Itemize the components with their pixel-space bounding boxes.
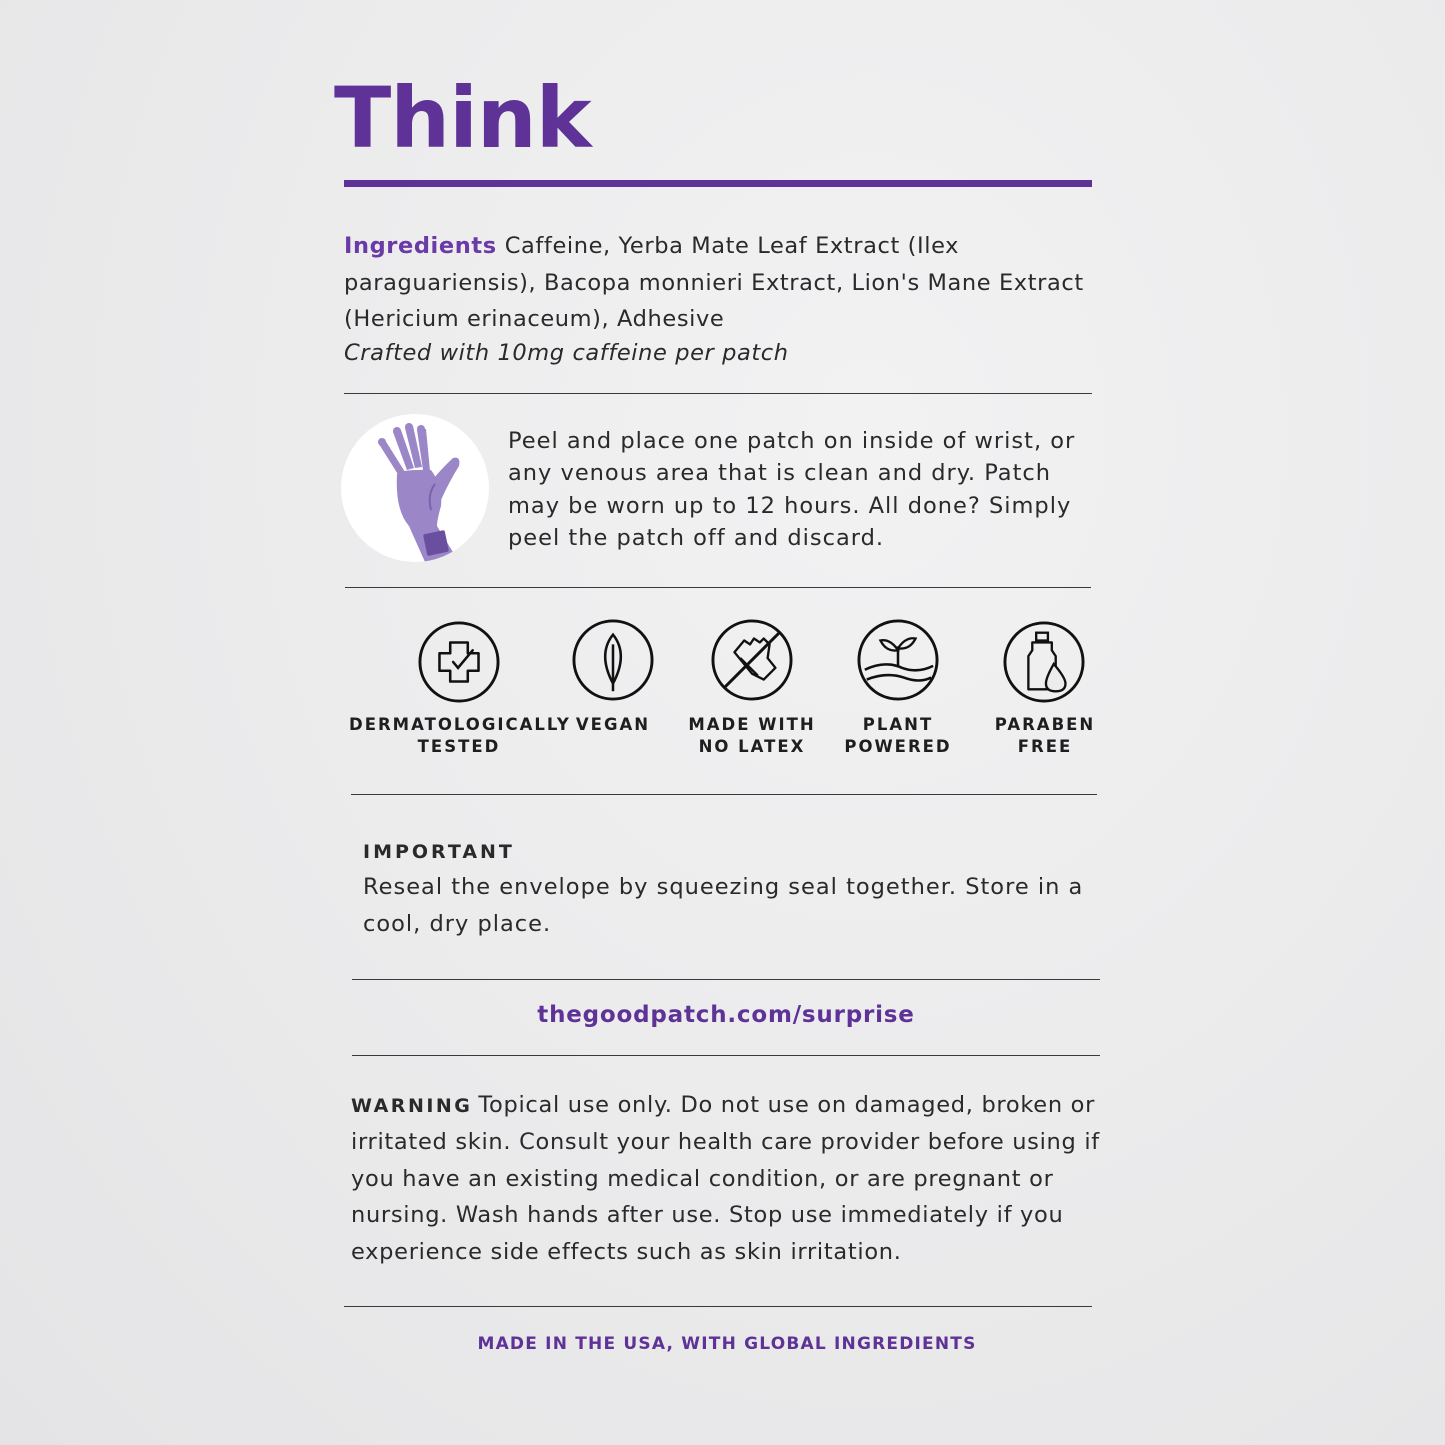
no-glove-icon bbox=[711, 619, 793, 701]
sprout-icon bbox=[857, 619, 939, 701]
vegan-badge bbox=[572, 619, 654, 705]
hand-wrist-patch-icon bbox=[341, 414, 489, 562]
title-divider bbox=[344, 180, 1092, 187]
ingredients-label: Ingredients bbox=[344, 233, 497, 259]
divider bbox=[351, 794, 1097, 795]
divider bbox=[352, 979, 1100, 980]
badge-label: PLANT POWERED bbox=[844, 715, 952, 756]
warning-section bbox=[351, 1087, 1121, 1270]
paraben-free-badge bbox=[1003, 621, 1085, 707]
dermatologically-tested-badge bbox=[418, 621, 500, 707]
badge-label: VEGAN bbox=[575, 715, 651, 734]
directions-text: Peel and place one patch on inside of wrist, or any venous area that is clean and dry. Patch may be worn up to 12 hours. All done? Simply peel the patch off and discard. bbox=[508, 428, 1076, 551]
hand-illustration bbox=[341, 414, 489, 562]
divider bbox=[344, 1306, 1092, 1307]
no-latex-badge bbox=[711, 619, 793, 705]
divider bbox=[344, 393, 1092, 394]
divider bbox=[345, 587, 1091, 588]
warning-label: WARNING bbox=[351, 1095, 473, 1117]
ingredients-section bbox=[344, 228, 1104, 371]
badge-label: DERMATOLOGICALLY TESTED bbox=[349, 715, 571, 756]
leaf-icon bbox=[572, 619, 654, 701]
website-link[interactable]: thegoodpatch.com/surprise bbox=[537, 1002, 915, 1028]
important-text: Reseal the envelope by squeezing seal together. Store in a cool, dry place. bbox=[363, 874, 1084, 937]
product-title: Think bbox=[334, 69, 591, 167]
important-heading: IMPORTANT bbox=[363, 841, 515, 863]
badge-label: PARABEN FREE bbox=[994, 715, 1096, 756]
warning-text: Topical use only. Do not use on damaged, broken or irritated skin. Consult your health care provider before using if you have an existing medical condition, or are pregnant or nursing. Wash hands after use. Stop use immediately if you experience side effects such as skin irritation. bbox=[351, 1092, 1100, 1265]
ingredients-text: Caffeine, Yerba Mate Leaf Extract (Ilex paraguariensis), Bacopa monnieri Extract, Lion's Mane Extract (Hericium erinaceum), Adhesive bbox=[344, 233, 1084, 332]
badge-label: MADE WITH NO LATEX bbox=[688, 715, 816, 756]
medical-cross-check-icon bbox=[418, 621, 500, 703]
plant-powered-badge bbox=[857, 619, 939, 705]
bottle-drop-icon bbox=[1003, 621, 1085, 703]
divider bbox=[352, 1055, 1100, 1056]
caffeine-note: Crafted with 10mg caffeine per patch bbox=[344, 339, 789, 366]
origin-footer: MADE IN THE USA, WITH GLOBAL INGREDIENTS bbox=[477, 1334, 977, 1354]
